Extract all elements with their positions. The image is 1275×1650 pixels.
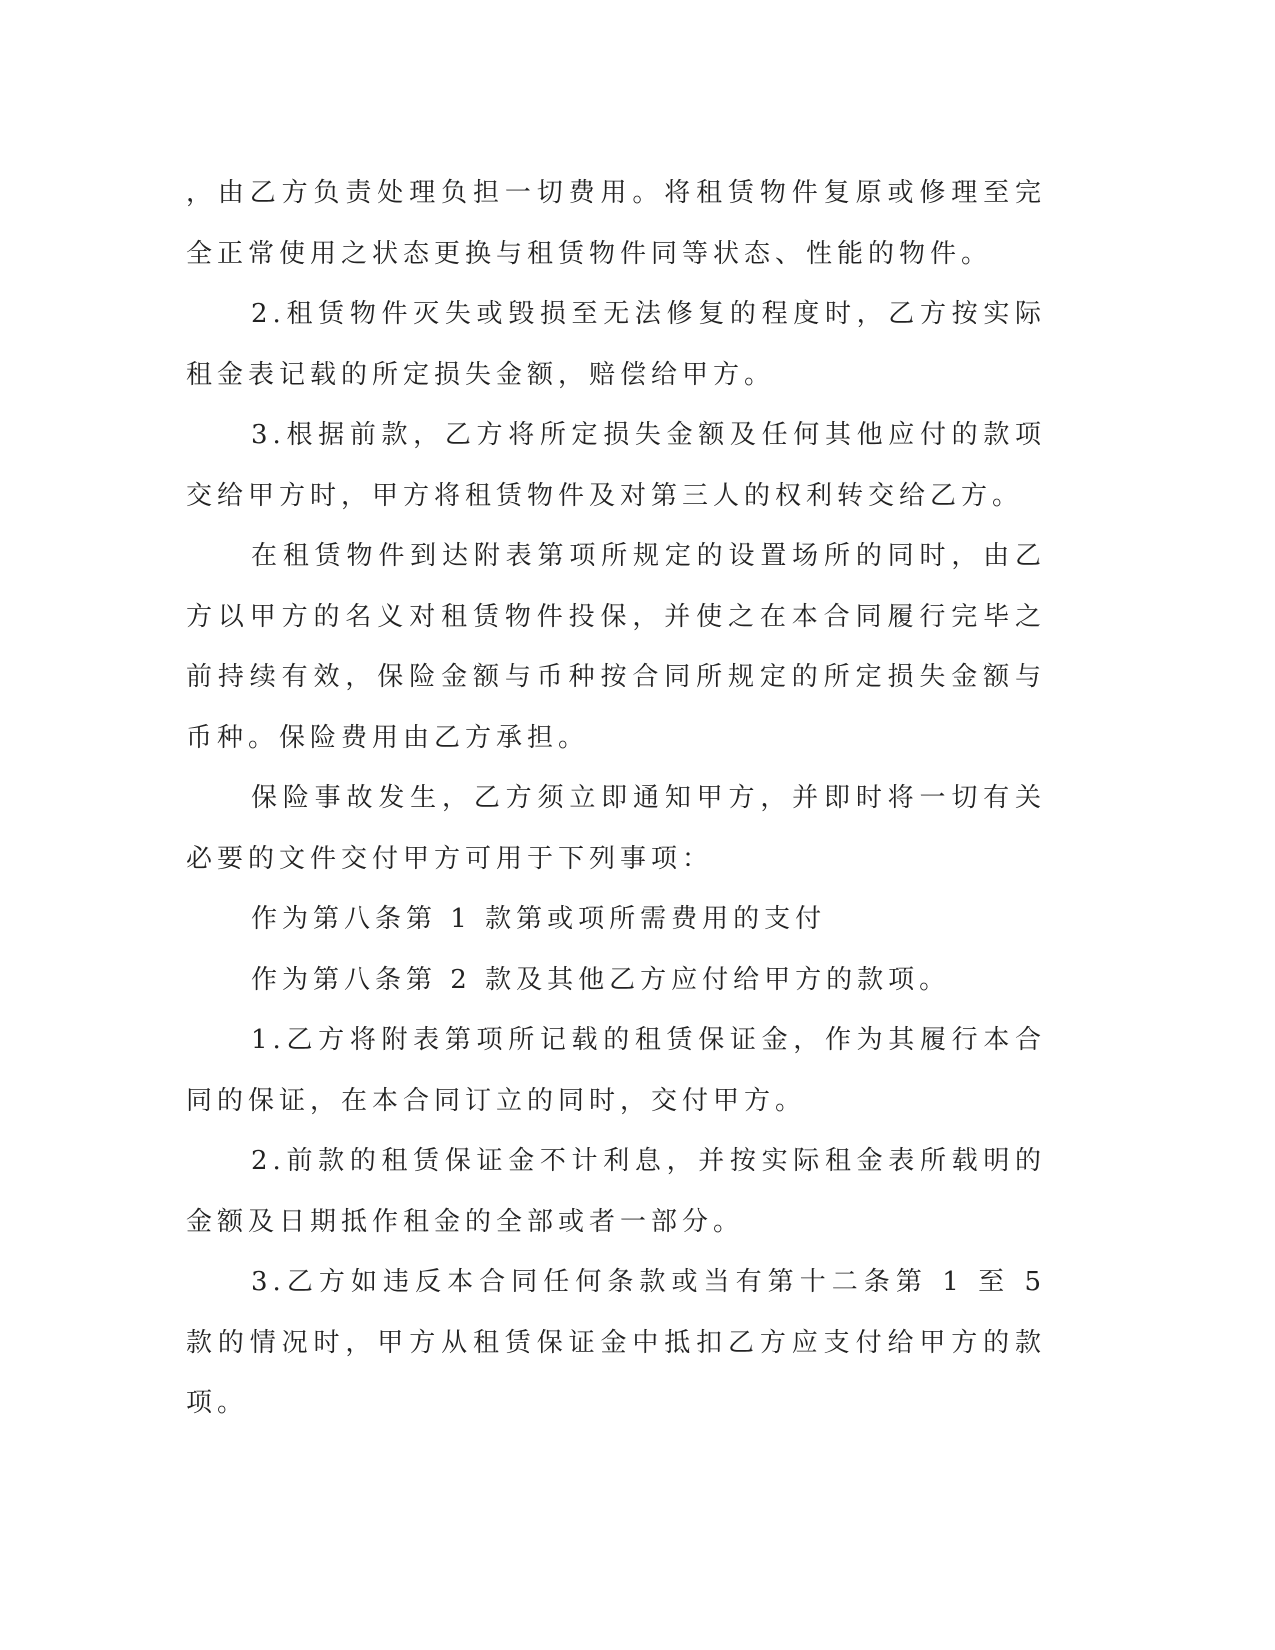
paragraph-7: 作为第八条第 2 款及其他乙方应付给甲方的款项。 — [251, 964, 951, 995]
paragraph-1: ，由乙方负责处理负担一切费用。将租赁物件复原或修理至完全正常使用之状态更换与租赁物件同等状态、性能的物件。 — [186, 178, 1046, 269]
paragraph-4: 在租赁物件到达附表第项所规定的设置场所的同时，由乙方以甲方的名义对租赁物件投保，并使之在本合同履行完毕之前持续有效，保险金额与币种按合同所规定的所定损失金额与币种。保险费用由乙方承担。 — [186, 541, 1046, 753]
paragraph-8: 1.乙方将附表第项所记载的租赁保证金，作为其履行本合同的保证，在本合同订立的同时，交付甲方。 — [186, 1025, 1046, 1116]
paragraph-3: 3.根据前款，乙方将所定损失金额及任何其他应付的款项交给甲方时，甲方将租赁物件及对第三人的权利转交给乙方。 — [186, 420, 1046, 511]
paragraph-10: 3.乙方如违反本合同任何条款或当有第十二条第 1 至 5 款的情况时，甲方从租赁保证金中抵扣乙方应支付给甲方的款项。 — [186, 1267, 1046, 1418]
paragraph-6: 作为第八条第 1 款第或项所需费用的支付 — [251, 904, 827, 934]
paragraph-5: 保险事故发生，乙方须立即通知甲方，并即时将一切有关必要的文件交付甲方可用于下列事项： — [186, 783, 1046, 874]
document-body — [186, 163, 1046, 1434]
paragraph-9: 2.前款的租赁保证金不计利息，并按实际租金表所载明的金额及日期抵作租金的全部或者一部分。 — [186, 1146, 1046, 1237]
paragraph-2: 2.租赁物件灭失或毁损至无法修复的程度时，乙方按实际租金表记载的所定损失金额，赔偿给甲方。 — [186, 299, 1046, 390]
